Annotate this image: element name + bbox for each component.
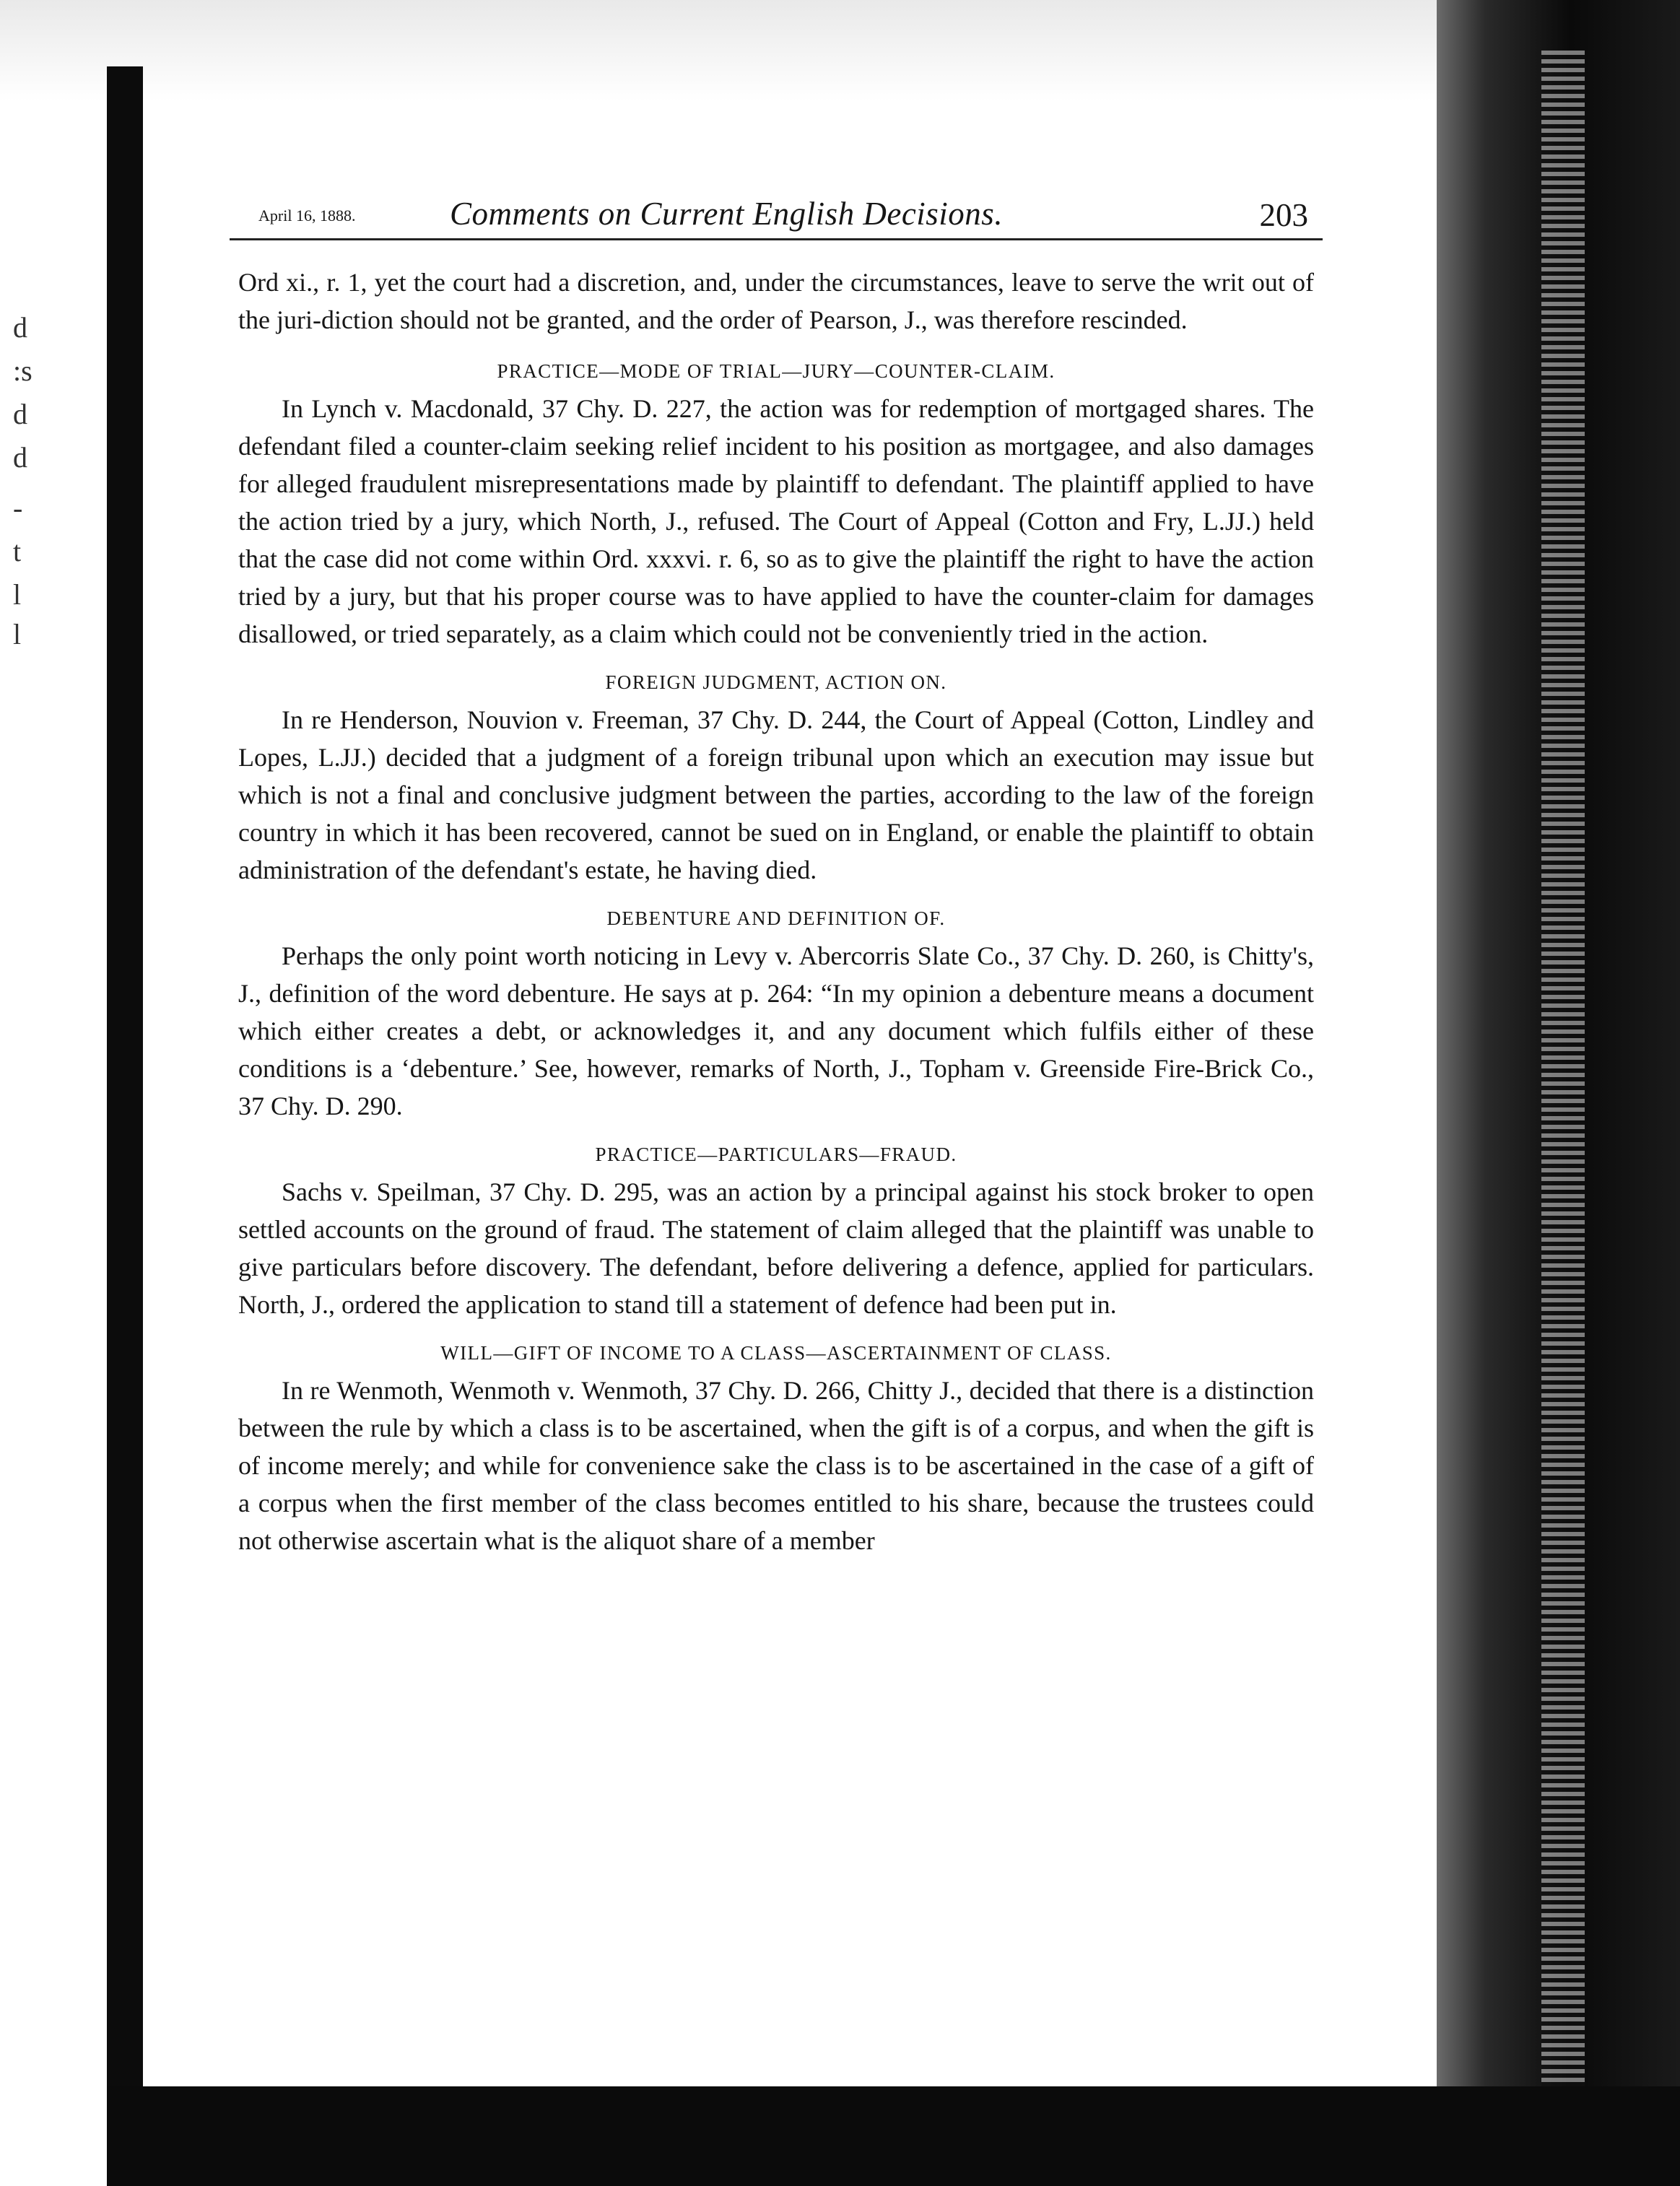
margin-fragment: l	[13, 578, 22, 611]
section-paragraph: Sachs v. Speilman, 37 Chy. D. 295, was an action by a principal against his stock broker to open settled accounts on the ground of fraud. The statement of claim alleged that the plaintiff was unable to give particulars before discovery. The defendant, before delivering a defence, applied for particulars. North, J., ordered the application to stand till a statement of defence had been put in.	[238, 1177, 1314, 1319]
section-heading: PRACTICE—MODE OF TRIAL—JURY—COUNTER-CLAIM.	[497, 360, 1056, 382]
section-paragraph: In re Wenmoth, Wenmoth v. Wenmoth, 37 Chy. D. 266, Chitty J., decided that there is a distinction between the rule by which a class is to be ascertained, when the gift is of a corpus, and when the gift is of income merely; and while for convenience sake the class is to be ascertained in the case of a gift of a corpus when the first member of the class becomes entitled to his share, because the trustees could not otherwise ascertain what is the aliquot share of a member	[238, 1376, 1314, 1555]
page-number: 203	[1259, 197, 1308, 233]
book-spine-shadow	[107, 66, 143, 2160]
scan-bottom-shadow	[107, 2086, 1680, 2186]
margin-fragment: d	[13, 441, 27, 474]
section-heading: DEBENTURE AND DEFINITION OF.	[606, 907, 946, 929]
header-title: Comments on Current English Decisions.	[450, 196, 1004, 232]
section-paragraph: Perhaps the only point worth noticing in Levy v. Abercorris Slate Co., 37 Chy. D. 260, is Chitty's, J., definition of the word debenture. He says at p. 264: “In my opinion a debenture means a document which either creates a debt, or acknowledges it, and any document which fulfils either of these conditions is a ‘debenture.’ See, however, remarks of North, J., Topham v. Greenside Fire-Brick Co., 37 Chy. D. 290.	[238, 941, 1314, 1120]
header-date: April 16, 1888.	[258, 206, 356, 225]
continued-paragraph: Ord xi., r. 1, yet the court had a discretion, and, under the circumstances, leave to serve the writ out of the juri-diction should not be granted, and the order of Pearson, J., was therefore rescinded.	[238, 268, 1314, 334]
margin-fragment: d	[13, 398, 27, 430]
section-heading: PRACTICE—PARTICULARS—FRAUD.	[595, 1144, 957, 1165]
margin-fragment: -	[13, 492, 23, 524]
left-margin-fragments	[13, 202, 56, 780]
section-heading: FOREIGN JUDGMENT, ACTION ON.	[605, 671, 947, 693]
book-page	[230, 180, 1323, 2036]
scan-top-shadow	[0, 0, 1680, 101]
page-body	[230, 264, 1323, 1559]
section-heading: WILL—GIFT OF INCOME TO A CLASS—ASCERTAINMENT OF CLASS.	[440, 1342, 1112, 1364]
section-paragraph: In re Henderson, Nouvion v. Freeman, 37 Chy. D. 244, the Court of Appeal (Cotton, Lindley and Lopes, L.JJ.) decided that a judgment of a foreign tribunal upon which an execution may issue but which is not a final and conclusive judgment between the parties, according to the law of the foreign country in which it has been recovered, cannot be sued on in England, or enable the plaintiff to obtain administration of the defendant's estate, he having died.	[238, 705, 1314, 884]
page-edge-texture	[1541, 51, 1585, 2130]
margin-fragment: :s	[13, 354, 32, 387]
margin-fragment: t	[13, 535, 22, 567]
margin-fragment: d	[13, 311, 27, 344]
running-header	[230, 180, 1323, 240]
section-paragraph: In Lynch v. Macdonald, 37 Chy. D. 227, the action was for redemption of mortgaged shares. The defendant filed a counter-claim seeking relief incident to his position as mortgagee, and also damages for alleged fraudulent misrepresentations made by plaintiff to defendant. The plaintiff applied to have the action tried by a jury, which North, J., refused. The Court of Appeal (Cotton and Fry, L.JJ.) held that the case did not come within Ord. xxxvi. r. 6, so as to give the plaintiff the right to have the action tried by a jury, but that his proper course was to have applied to have the counter-claim for damages disallowed, or tried separately, as a claim which could not be conveniently tried in the action.	[238, 394, 1314, 648]
margin-fragment: l	[13, 618, 22, 650]
